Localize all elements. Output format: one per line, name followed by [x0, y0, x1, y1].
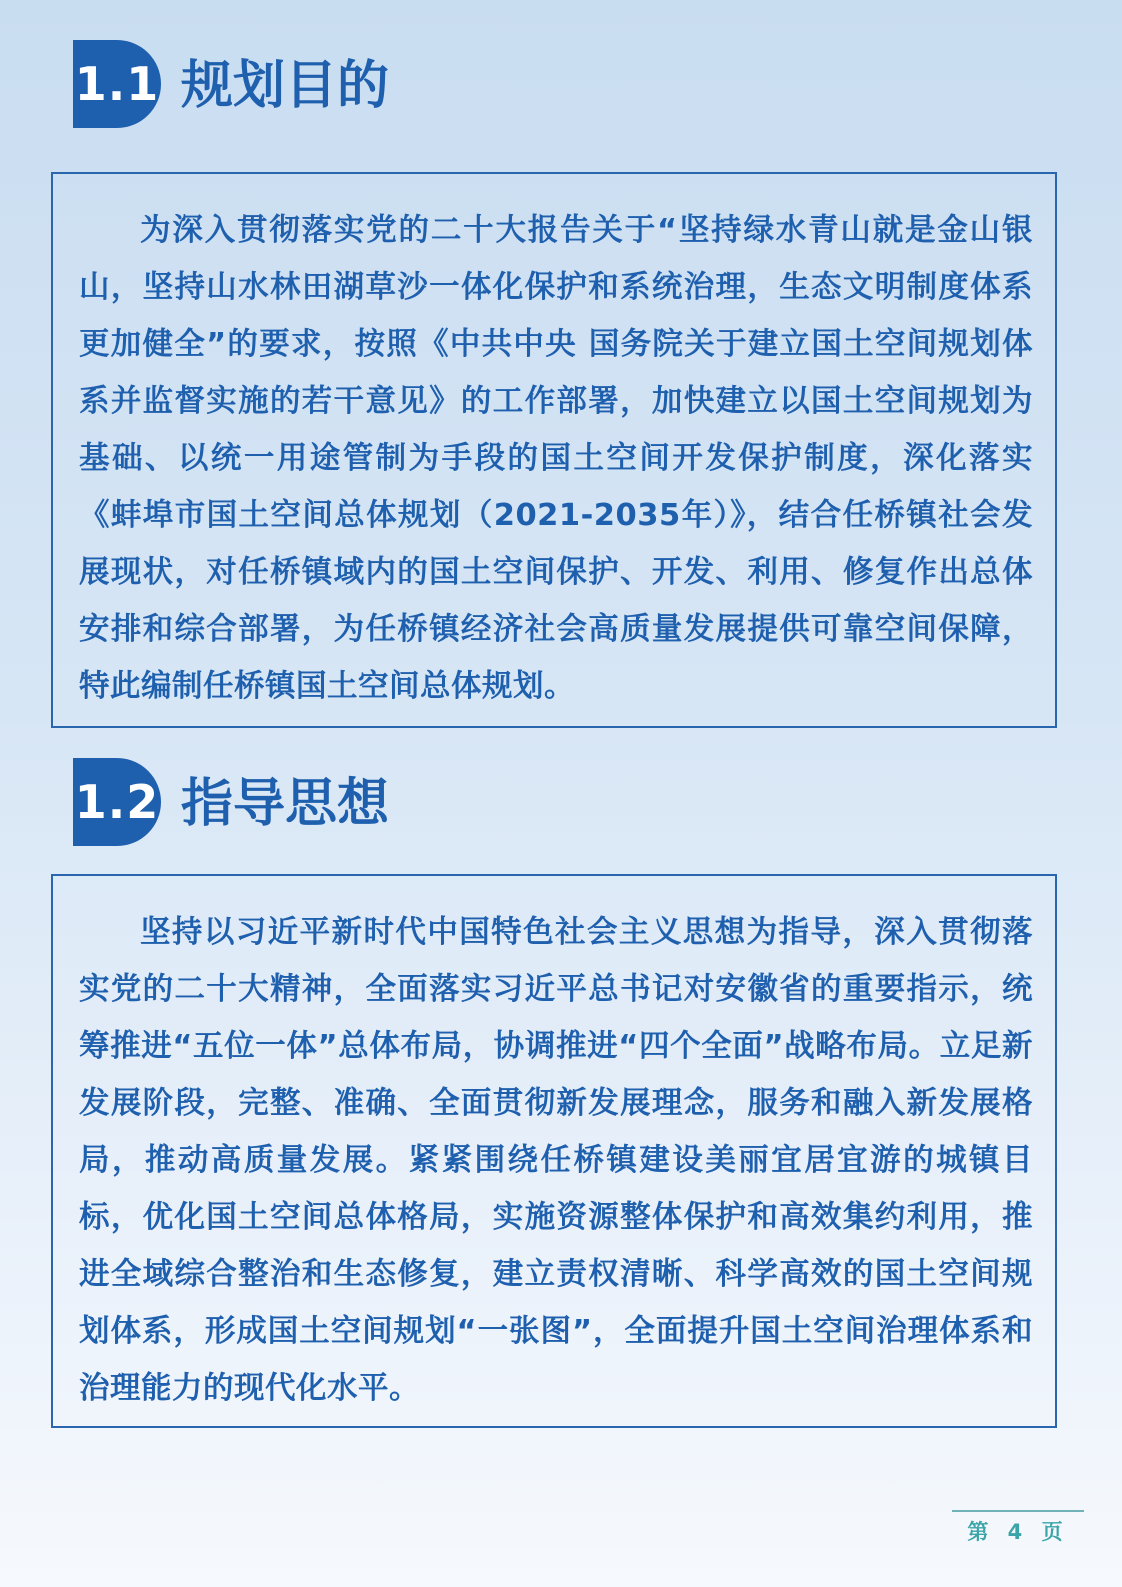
- section-number-badge: 1.2: [73, 758, 161, 846]
- section-title: 规划目的: [181, 56, 390, 116]
- purpose-paragraph: 为深入贯彻落实党的二十大报告关于“坚持绿水青山就是金山银山，坚持山水林田湖草沙一体化保护和系统治理，生态文明制度体系更加健全”的要求，按照《中共中央 国务院关于建立国土空间规划体系并监督实施的若干意见》的工作部署，加快建立以国土空间规划为基础、以统一用途管制为手段的国土空间开发保护制度，深化落实《蚌埠市国土空间总体规划（2021-2035年）》，结合任桥镇社会发展现状，对任桥镇域内的国土空间保护、开发、利用、修复作出总体安排和综合部署，为任桥镇经济社会高质量发展提供可靠空间保障，特此编制任桥镇国土空间总体规划。: [79, 213, 1033, 704]
- purpose-text-box: [51, 172, 1057, 728]
- footer-divider: [952, 1510, 1084, 1512]
- guiding-thought-text-box: [51, 874, 1057, 1428]
- page-number: 第 4 页: [967, 1520, 1069, 1544]
- guiding-thought-paragraph: 坚持以习近平新时代中国特色社会主义思想为指导，深入贯彻落实党的二十大精神，全面落实习近平总书记对安徽省的重要指示，统筹推进“五位一体”总体布局，协调推进“四个全面”战略布局。立足新发展阶段，完整、准确、全面贯彻新发展理念，服务和融入新发展格局，推动高质量发展。紧紧围绕任桥镇建设美丽宜居宜游的城镇目标，优化国土空间总体格局，实施资源整体保护和高效集约利用，推进全域综合整治和生态修复，建立责权清晰、科学高效的国土空间规划体系，形成国土空间规划“一张图”，全面提升国土空间治理体系和治理能力的现代化水平。: [79, 915, 1033, 1406]
- section-number-badge: 1.1: [73, 40, 161, 128]
- section-title: 指导思想: [181, 774, 390, 834]
